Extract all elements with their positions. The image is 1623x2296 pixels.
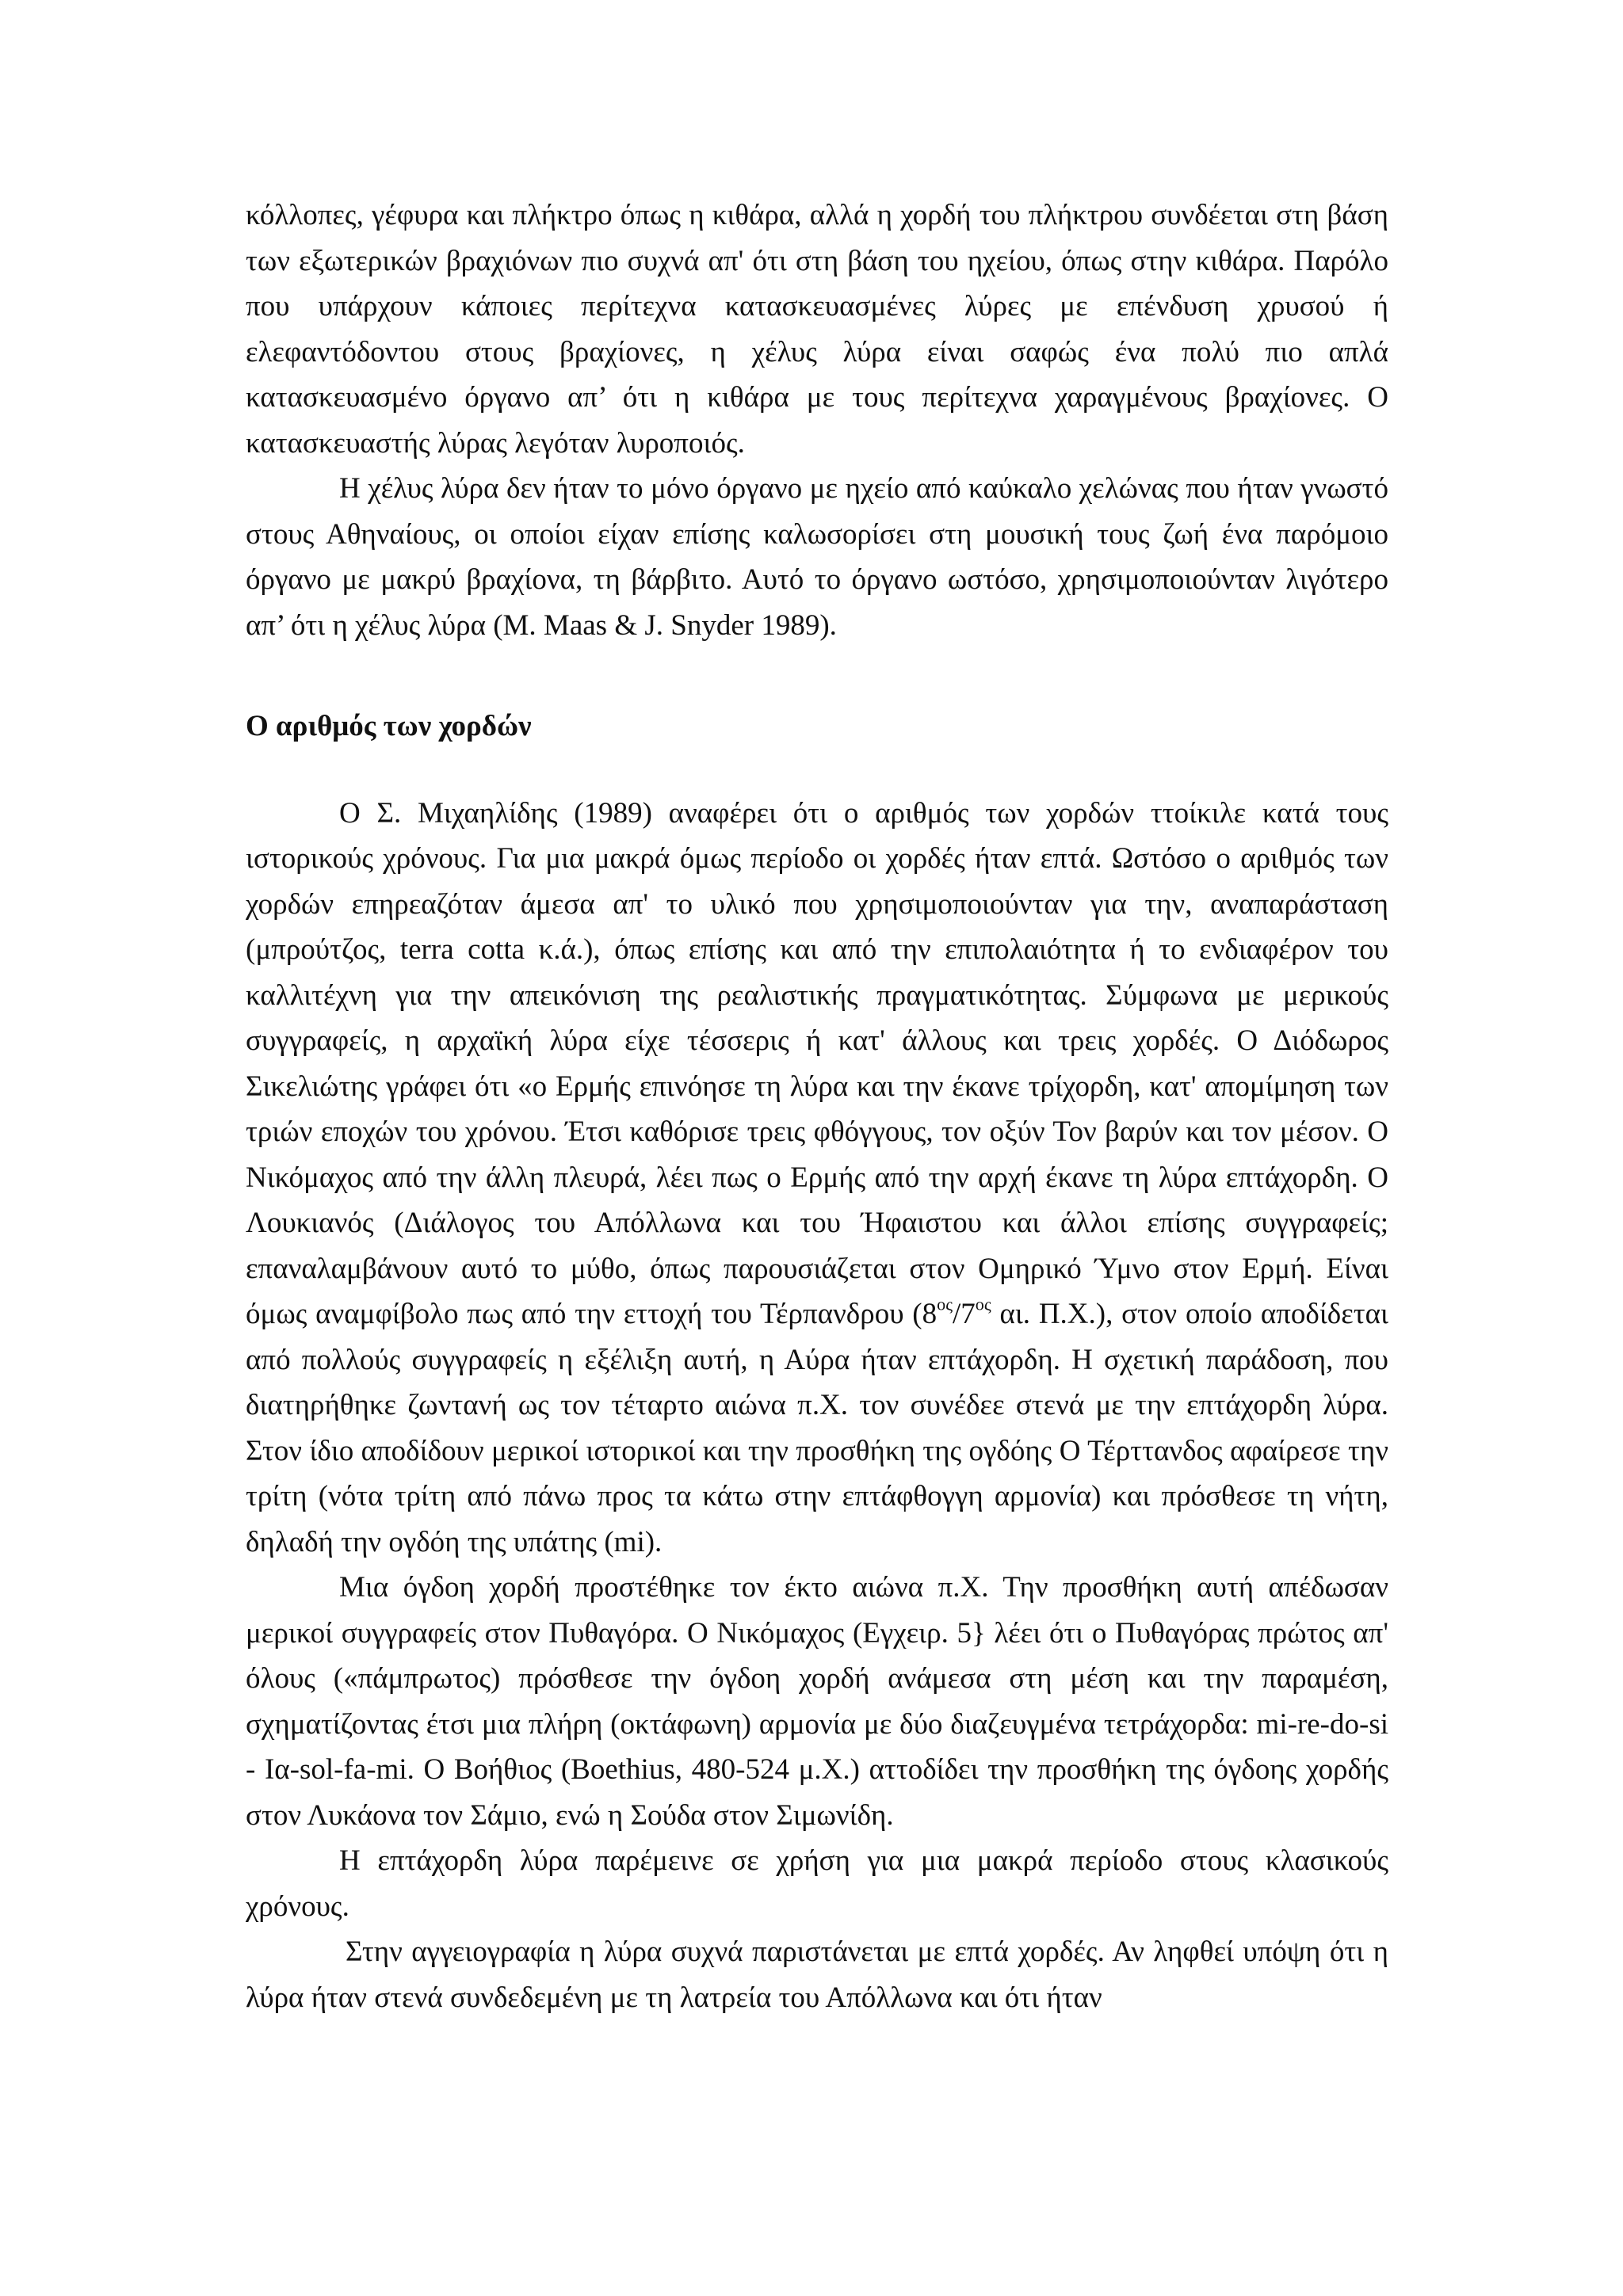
section-heading: Ο αριθμός των χορδών bbox=[246, 710, 532, 742]
spacer bbox=[246, 749, 1388, 791]
paragraph-eighth-string: Μια όγδοη χορδή προστέθηκε τον έκτο αιώνα π.Χ. Την προσθήκη αυτή απέδωσαν μερικοί συγγραφείς στον Πυθαγόρα. Ο Νικόμαχος (Εγχειρ. 5} λέει ότι ο Πυθαγόρας πρώτος απ' όλους («πάμπρωτος) πρόσθεσε την όγδοη χορδή ανάμεσα στη μέση και την παραμέση, σχηματίζοντας έτσι μια πλήρη (οκτάφωνη) αρμονία με δύο διαζευγμένα τετράχορδα: mi-re-do-si - Ια-sol-fa-mi. Ο Βοήθιος (Boethius, 480-524 μ.Χ.) αττοδίδει την προσθήκη της όγδοης χορδής στον Λυκάονα τον Σάμιο, ενώ η Σούδα στον Σιμωνίδη. bbox=[246, 1571, 1388, 1832]
superscript-ordinal: ος bbox=[937, 1294, 953, 1314]
paragraph-chelys-barbitos: Η χέλυς λύρα δεν ήταν το μόνο όργανο με ηχείο από καύκαλο χελώνας που ήταν γνωστό στους Αθηναίους, οι οποίοι είχαν επίσης καλωσορίσει στη μουσική τους ζωή ένα παρόμοιο όργανο με μακρύ βραχίονα, τη βάρβιτο. Αυτό το όργανο ωστόσο, χρησιμοποιούνταν λιγότερο απ’ ότι η χέλυς λύρα (M. Maas & J. Snyder 1989). bbox=[246, 472, 1388, 642]
paragraph-number-of-strings bbox=[246, 791, 1388, 1566]
paragraph-vase-painting: Στην αγγειογραφία η λύρα συχνά παριστάνεται με επτά χορδές. Αν ληφθεί υπόψη ότι η λύρα ήταν στενά συνδεδεμένη με τη λατρεία του Απόλλωνα και ότι ήταν bbox=[246, 1936, 1388, 2014]
superscript-ordinal: ος bbox=[975, 1294, 991, 1314]
document-page bbox=[246, 193, 1388, 2020]
paragraph-text: /7 bbox=[953, 1298, 976, 1330]
paragraph-seven-string-classical: Η επτάχορδη λύρα παρέμεινε σε χρήση για μια μακρά περίοδο στους κλασικούς χρόνους. bbox=[246, 1844, 1388, 1923]
paragraph-lyre-construction: κόλλοπες, γέφυρα και πλήκτρο όπως η κιθάρα, αλλά η χορδή του πλήκτρου συνδέεται στη βάση των εξωτερικών βραχιόνων πιο συχνά απ' ότι στη βάση του ηχείου, όπως στην κιθάρα. Παρόλο που υπάρχουν κάποιες περίτεχνα κατασκευασμένες λύρες με επένδυση χρυσού ή ελεφαντόδοντου στους βραχίονες, η χέλυς λύρα είναι σαφώς ένα πολύ πιο απλά κατασκευασμένο όργανο απ’ ότι η κιθάρα με τους περίτεχνα χαραγμένους βραχίονες. Ο κατασκευαστής λύρας λεγόταν λυροποιός. bbox=[246, 199, 1388, 460]
spacer bbox=[246, 648, 1388, 704]
paragraph-text: Ο Σ. Μιχαηλίδης (1989) αναφέρει ότι ο αριθμός των χορδών ττοίκιλε κατά τους ιστορικούς χρόνους. Για μια μακρά όμως περίοδο οι χορδές ήταν επτά. Ωστόσο ο αριθμός των χορδών επηρεαζόταν άμεσα απ' το υλικό που χρησιμοποιούνταν για την, αναπαράσταση (μπρούτζος, terra cotta κ.ά.), όπως επίσης και από την επιπολαιότητα ή το ενδιαφέρον του καλλιτέχνη για την απεικόνιση της ρεαλιστικής πραγματικότητας. Σύμφωνα με μερικούς συγγραφείς, η αρχαϊκή λύρα είχε τέσσερις ή κατ' άλλους και τρεις χορδές. Ο Διόδωρος Σικελιώτης γράφει ότι «ο Ερμής επινόησε τη λύρα και την έκανε τρίχορδη, κατ' απομίμηση των τριών εποχών του χρόνου. Έτσι καθόρισε τρεις φθόγγους, τον οξύν Τον βαρύν και τον μέσον. Ο Νικόμαχος από την άλλη πλευρά, λέει πως ο Ερμής από την αρχή έκανε τη λύρα επτάχορδη. Ο Λουκιανός (Διάλογος του Απόλλωνα και του Ήφαιστου και άλλοι επίσης συγγραφείς; επαναλαμβάνουν αυτό το μύθο, όπως παρουσιάζεται στον Ομηρικό Ύμνο στον Ερμή. Είναι όμως αναμφίβολο πως από την εττοχή του Τέρπανδρου (8 bbox=[246, 796, 1388, 1330]
paragraph-text: αι. Π.Χ.), στον οποίο αποδίδεται από πολλούς συγγραφείς η εξέλιξη αυτή, η Αύρα ήταν επτάχορδη. Η σχετική παράδοση, που διατηρήθηκε ζωντανή ως τον τέταρτο αιώνα π.Χ. τον συνέδεε στενά με την επτάχορδη λύρα. Στον ίδιο αποδίδουν μερικοί ιστορικοί και την προσθήκη της ογδόης Ο Τέρττανδος αφαίρεσε την τρίτη (νότα τρίτη από πάνω προς τα κάτω στην επτάφθογγη αρμονία) και πρόσθεσε τη νήτη, δηλαδή την ογδόη της υπάτης (mi). bbox=[246, 1298, 1388, 1558]
